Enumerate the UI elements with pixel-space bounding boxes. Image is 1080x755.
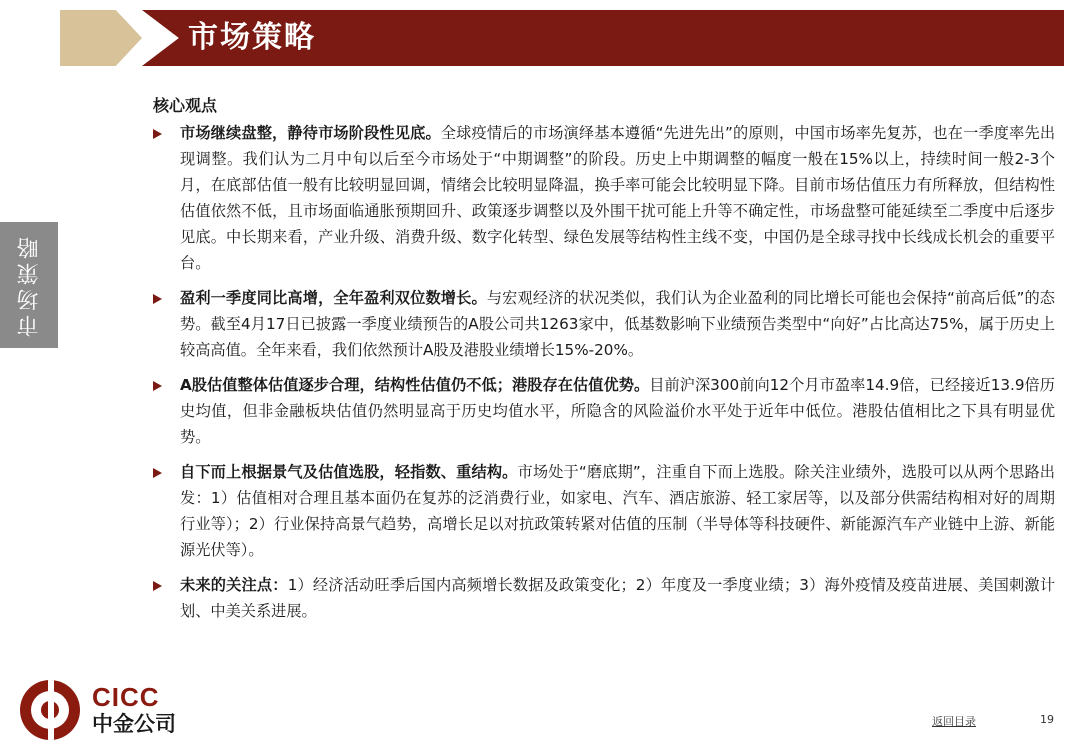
triangle-bullet-icon xyxy=(153,129,162,139)
side-section-tab xyxy=(0,222,58,348)
key-point-body: 市场处于“磨底期”，注重自下而上选股。除关注业绩外，选股可以从两个思路出发：1）估值相对合理且基本面仍在复苏的泛消费行业，如家电、汽车、酒店旅游、轻工家居等，以及部分供需结构相对好的周期行业等）；2）行业保持高景气趋势，高增长足以对抗政策转紧对估值的压制（半导体等科技硬件、新能源汽车产业链中上游、新能源光伏等）。 xyxy=(180,463,1055,559)
logo-chinese-name: 中金公司 xyxy=(92,712,176,736)
page-title: 市场策略 xyxy=(188,20,316,55)
key-point-body: 1）经济活动旺季后国内高频增长数据及政策变化；2）年度及一季度业绩；3）海外疫情及疫苗进展、美国刺激计划、中美关系进展。 xyxy=(180,576,1056,620)
triangle-bullet-icon xyxy=(153,381,162,391)
triangle-bullet-icon xyxy=(153,294,162,304)
key-point-lead: 盈利一季度同比高增，全年盈利双位数增长。 xyxy=(180,289,487,307)
key-point-item xyxy=(150,572,1055,624)
header-chevron-accent xyxy=(60,10,142,66)
triangle-bullet-icon xyxy=(153,468,162,478)
side-section-label: 市场策略 xyxy=(16,233,42,337)
key-point-lead: 未来的关注点： xyxy=(180,576,288,594)
triangle-bullet-icon xyxy=(153,581,162,591)
key-point-body: 目前沪深300前向12个月市盈率14.9倍，已经接近13.9倍历史均值，但非金融板块估值仍然明显高于历史均值水平，所隐含的风险溢价水平处于近年中低位。港股估值相比之下具有明显优势。 xyxy=(180,376,1055,446)
key-point-lead: A股估值整体估值逐步合理，结构性估值仍不低；港股存在估值优势。 xyxy=(180,376,650,394)
key-point-item xyxy=(150,285,1055,363)
key-point-item xyxy=(150,120,1055,276)
cicc-logo xyxy=(18,678,198,738)
key-point-item xyxy=(150,372,1055,450)
key-point-lead: 市场继续盘整，静待市场阶段性见底。 xyxy=(180,124,441,142)
logo-english-name: CICC xyxy=(92,682,160,712)
cicc-logo-mark-icon xyxy=(20,680,80,740)
key-point-lead: 自下而上根据景气及估值选股，轻指数、重结构。 xyxy=(180,463,518,481)
key-point-body: 与宏观经济的状况类似，我们认为企业盈利的同比增长可能也会保持“前高后低”的态势。截至4月17日已披露一季度业绩预告的A股公司共1263家中，低基数影响下业绩预告类型中“向好”占比高达75%，属于历史上较高高值。全年来看，我们依然预计A股及港股业绩增长15%-20%。 xyxy=(180,289,1055,359)
page-number: 19 xyxy=(1040,713,1054,726)
key-point-item xyxy=(150,459,1055,563)
back-to-contents-link[interactable]: 返回目录 xyxy=(932,715,976,728)
key-point-body: 全球疫情后的市场演绎基本遵循“先进先出”的原则，中国市场率先复苏，也在一季度率先出现调整。我们认为二月中旬以后至今市场处于“中期调整”的阶段。历史上中期调整的幅度一般在15%以上，持续时间一般2-3个月，在底部估值一般有比较明显回调，情绪会比较明显降温，换手率可能会比较明显下降。目前市场估值压力有所释放，但结构性估值依然不低，且市场面临通胀预期回升、政策逐步调整以及外围干扰可能上升等不确定性，市场盘整可能延续至二季度中后逐步见底。中长期来看，产业升级、消费升级、数字化转型、绿色发展等结构性主线不变，中国仍是全球寻找中长线成长机会的重要平台。 xyxy=(180,124,1056,272)
key-points-list xyxy=(150,120,1055,633)
section-heading: 核心观点 xyxy=(153,96,218,115)
